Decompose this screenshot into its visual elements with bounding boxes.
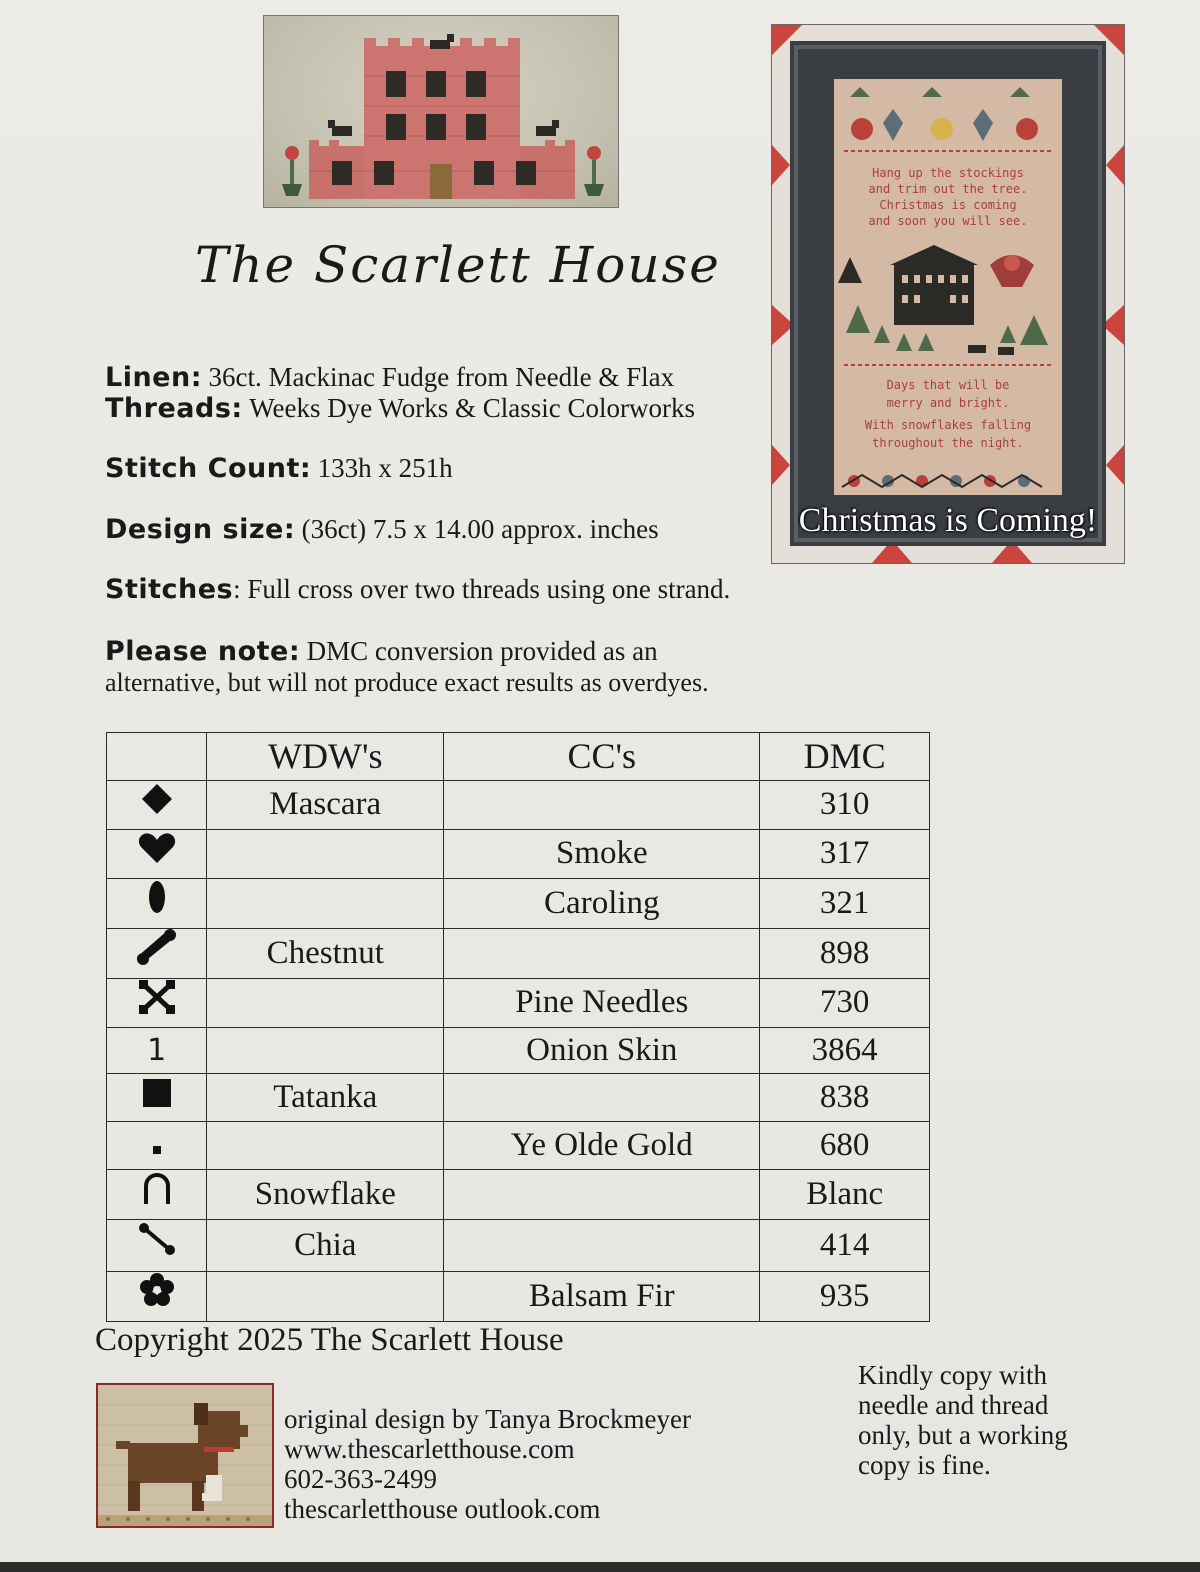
stitches-line	[105, 574, 730, 605]
copy-notice	[858, 1360, 1108, 1480]
verse-line: and soon you will see.	[868, 214, 1028, 228]
dmc-cell: 414	[760, 1219, 930, 1271]
threads-value: Weeks Dye Works & Classic Colorworks	[249, 393, 696, 423]
stitch-count-line	[105, 453, 453, 484]
email-line: thescarletthouse outlook.com	[284, 1494, 601, 1524]
threads-label: Threads:	[105, 393, 243, 424]
design-size-value: (36ct) 7.5 x 14.00 approx. inches	[301, 514, 659, 544]
header-dmc: DMC	[760, 733, 930, 781]
symbol-cell	[107, 1073, 207, 1121]
cc-cell: Caroling	[444, 878, 760, 928]
linen-value: 36ct. Mackinac Fudge from Needle & Flax	[208, 362, 675, 392]
slash-icon	[137, 929, 177, 978]
oval-icon	[147, 879, 167, 928]
dmc-cell: 321	[760, 878, 930, 928]
cc-cell	[444, 781, 760, 830]
small-square-icon	[151, 1124, 163, 1169]
framed-sampler-picture	[772, 25, 1124, 563]
verse-line: Christmas is coming	[879, 198, 1017, 212]
cross-x-icon	[139, 980, 175, 1027]
design-size-label: Design size:	[105, 514, 296, 545]
table-row	[107, 1073, 930, 1121]
wdw-cell	[207, 1027, 444, 1073]
stitch-count-label: Stitch Count:	[105, 453, 312, 484]
page-title: The Scarlett House	[195, 236, 721, 294]
cc-cell	[444, 1169, 760, 1219]
framed-caption: Christmas is Coming!	[798, 502, 1098, 539]
table-row	[107, 829, 930, 878]
verse-line: Hang up the stockings	[872, 166, 1024, 180]
dmc-cell: 935	[760, 1271, 930, 1321]
dmc-cell: 680	[760, 1121, 930, 1169]
square-icon	[142, 1076, 172, 1121]
page-bottom-edge	[0, 1562, 1200, 1572]
dmc-cell: 730	[760, 978, 930, 1027]
wdw-cell	[207, 878, 444, 928]
copy-notice-line: Kindly copy with	[858, 1360, 1047, 1390]
table-row	[107, 781, 930, 830]
cc-cell	[444, 1073, 760, 1121]
symbol-cell	[107, 1219, 207, 1271]
cc-cell: Smoke	[444, 829, 760, 878]
heart-icon	[137, 831, 177, 878]
stitches-value: : Full cross over two threads using one strand.	[233, 574, 731, 604]
copy-notice-line: copy is fine.	[858, 1450, 991, 1480]
symbol-cell	[107, 1027, 207, 1073]
phone-line: 602-363-2499	[284, 1464, 437, 1494]
verse-line: throughout the night.	[872, 436, 1024, 450]
header-cc: CC's	[444, 733, 760, 781]
header-symbol	[107, 733, 207, 781]
wdw-cell: Tatanka	[207, 1073, 444, 1121]
dmc-cell: Blanc	[760, 1169, 930, 1219]
wdw-cell: Chestnut	[207, 928, 444, 978]
symbol-cell	[107, 1121, 207, 1169]
table-row	[107, 1219, 930, 1271]
table-row	[107, 928, 930, 978]
dmc-cell: 838	[760, 1073, 930, 1121]
wdw-cell: Chia	[207, 1219, 444, 1271]
dumbbell-icon	[138, 1220, 176, 1271]
note-label: Please note:	[105, 636, 301, 667]
table-row	[107, 1169, 930, 1219]
verse-line: and trim out the tree.	[868, 182, 1028, 196]
symbol-cell	[107, 978, 207, 1027]
diamond-icon	[140, 782, 174, 829]
symbol-cell	[107, 1271, 207, 1321]
note-value: DMC conversion provided as an	[306, 636, 658, 666]
arch-icon	[142, 1170, 172, 1219]
dmc-cell: 3864	[760, 1027, 930, 1073]
cross-stitch-house-picture	[264, 16, 619, 208]
design-size-line	[105, 514, 659, 545]
header-wdw: WDW's	[207, 733, 444, 781]
stitch-count-value: 133h x 251h	[317, 453, 453, 483]
copy-notice-line: needle and thread	[858, 1390, 1049, 1420]
symbol-cell	[107, 829, 207, 878]
thread-table	[106, 732, 930, 1322]
cc-cell: Balsam Fir	[444, 1271, 760, 1321]
cc-cell	[444, 1219, 760, 1271]
table-row	[107, 1121, 930, 1169]
dmc-cell: 898	[760, 928, 930, 978]
symbol-cell	[107, 1169, 207, 1219]
symbol-one: 1	[147, 1032, 167, 1068]
designer-line: original design by Tanya Brockmeyer	[284, 1404, 692, 1434]
table-row	[107, 878, 930, 928]
dmc-cell: 317	[760, 829, 930, 878]
verse-line: merry and bright.	[886, 396, 1010, 410]
wdw-cell	[207, 829, 444, 878]
copyright: Copyright 2025 The Scarlett House	[95, 1322, 564, 1358]
contact-block	[284, 1404, 691, 1524]
copy-notice-line: only, but a working	[858, 1420, 1068, 1450]
table-header-row	[107, 733, 930, 781]
table-row	[107, 978, 930, 1027]
cc-cell: Pine Needles	[444, 978, 760, 1027]
threads-line	[105, 393, 695, 424]
dmc-cell: 310	[760, 781, 930, 830]
verse-line: Days that will be	[886, 378, 1010, 392]
framed-sampler	[771, 24, 1125, 564]
symbol-cell	[107, 928, 207, 978]
wdw-cell	[207, 1271, 444, 1321]
symbol-cell	[107, 878, 207, 928]
cc-cell	[444, 928, 760, 978]
stitches-label: Stitches	[105, 574, 234, 605]
symbol-cell	[107, 781, 207, 830]
note-continuation: alternative, but will not produce exact results as overdyes.	[105, 668, 709, 697]
wdw-cell	[207, 978, 444, 1027]
cc-cell: Ye Olde Gold	[444, 1121, 760, 1169]
linen-line	[105, 362, 674, 393]
table-row	[107, 1271, 930, 1321]
flower-icon	[139, 1272, 175, 1321]
wdw-cell: Snowflake	[207, 1169, 444, 1219]
table-body	[107, 781, 930, 1322]
linen-label: Linen:	[105, 362, 203, 393]
dog-picture	[96, 1383, 274, 1528]
cc-cell: Onion Skin	[444, 1027, 760, 1073]
note-line	[105, 636, 658, 667]
house-picture	[263, 15, 619, 208]
verse-line: With snowflakes falling	[864, 418, 1032, 432]
website-line: www.thescarletthouse.com	[284, 1434, 575, 1464]
wdw-cell: Mascara	[207, 781, 444, 830]
cross-stitch-dog-picture	[98, 1385, 272, 1526]
table-row	[107, 1027, 930, 1073]
wdw-cell	[207, 1121, 444, 1169]
